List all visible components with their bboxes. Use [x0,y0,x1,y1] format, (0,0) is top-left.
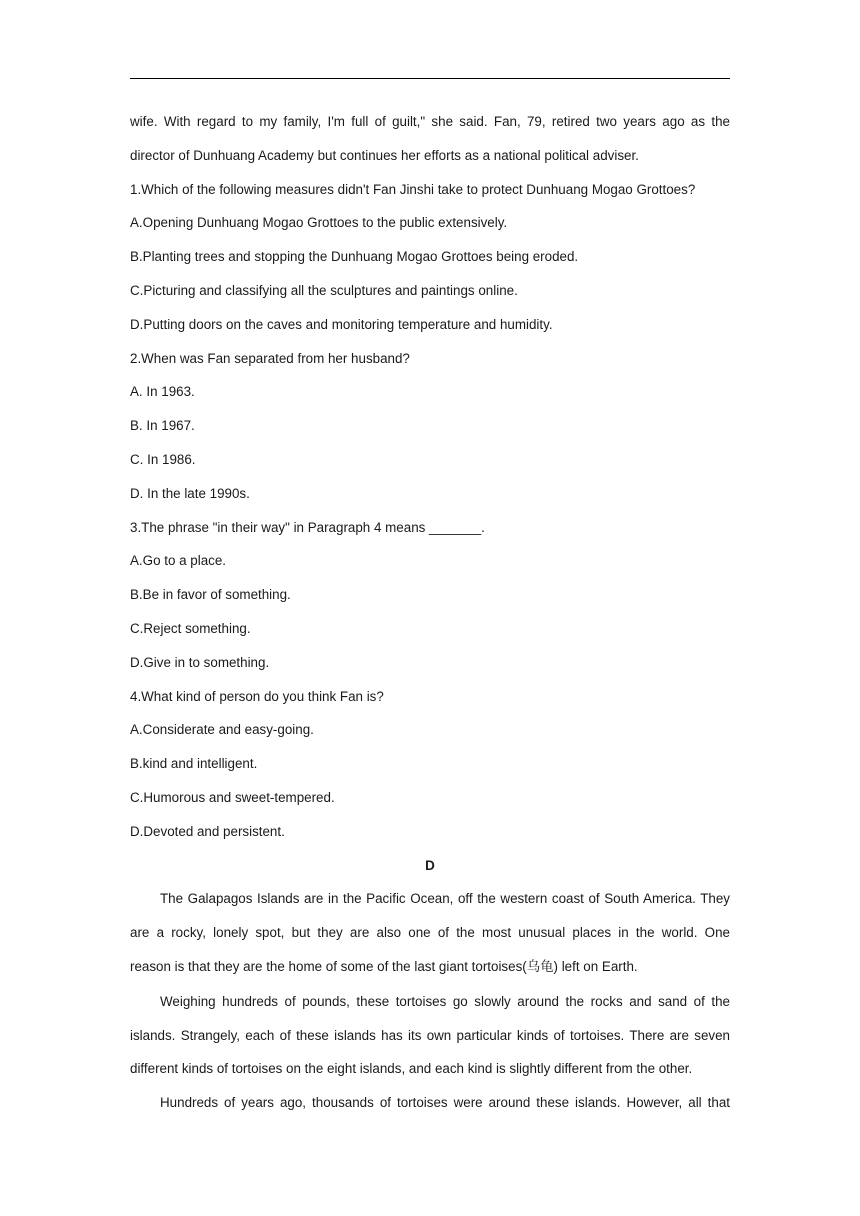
answer-option: A.Considerate and easy-going. [130,722,314,738]
question-stem: 4.What kind of person do you think Fan is? [130,688,384,704]
answer-option: C.Humorous and sweet-tempered. [130,789,335,805]
answer-option: C.Reject something. [130,620,251,636]
passage-line: The Galapagos Islands are in the Pacific Ocean, off the western coast of South America. They [160,891,730,907]
passage-line: Weighing hundreds of pounds, these tortoises go slowly around the rocks and sand of the [160,993,730,1009]
answer-option: A. In 1963. [130,384,195,400]
question-stem: 1.Which of the following measures didn't Fan Jinshi take to protect Dunhuang Mogao Grottoes? [130,181,696,197]
header-rule [130,78,730,79]
section-heading: D [425,857,435,873]
passage-line: are a rocky, lonely spot, but they are also one of the most unusual places in the world. One [130,925,730,941]
question-stem: 2.When was Fan separated from her husband? [130,350,410,366]
question-stem: 3.The phrase "in their way" in Paragraph 4 means _______. [130,519,485,535]
answer-option: B.kind and intelligent. [130,756,258,772]
passage-line: director of Dunhuang Academy but continues her efforts as a national political adviser. [130,147,639,163]
answer-option: D.Devoted and persistent. [130,823,285,839]
answer-option: D. In the late 1990s. [130,485,250,501]
passage-line: wife. With regard to my family, I'm full of guilt," she said. Fan, 79, retired two years ago as the [130,114,730,129]
answer-option: D.Putting doors on the caves and monitoring temperature and humidity. [130,316,553,332]
answer-option: D.Give in to something. [130,654,270,670]
document-body [130,105,730,1120]
answer-option: C. In 1986. [130,451,196,467]
passage-line: islands. Strangely, each of these islands has its own particular kinds of tortoises. There are seven [130,1027,730,1043]
answer-option: B.Be in favor of something. [130,587,291,603]
answer-option: B.Planting trees and stopping the Dunhuang Mogao Grottoes being eroded. [130,249,579,265]
answer-option: C.Picturing and classifying all the sculptures and paintings online. [130,282,518,298]
passage-line [130,950,730,985]
answer-option: A.Go to a place. [130,553,227,569]
answer-option: B. In 1967. [130,418,195,434]
passage-text: ) left on Earth. [553,958,638,974]
chinese-gloss: 乌龟 [526,959,554,975]
passage-line: Hundreds of years ago, thousands of tortoises were around these islands. However, all that [160,1095,730,1111]
answer-option: A.Opening Dunhuang Mogao Grottoes to the public extensively. [130,215,508,231]
passage-line: different kinds of tortoises on the eight islands, and each kind is slightly different from the other. [130,1061,693,1077]
passage-text: reason is that they are the home of some of the last giant tortoises( [130,958,527,974]
